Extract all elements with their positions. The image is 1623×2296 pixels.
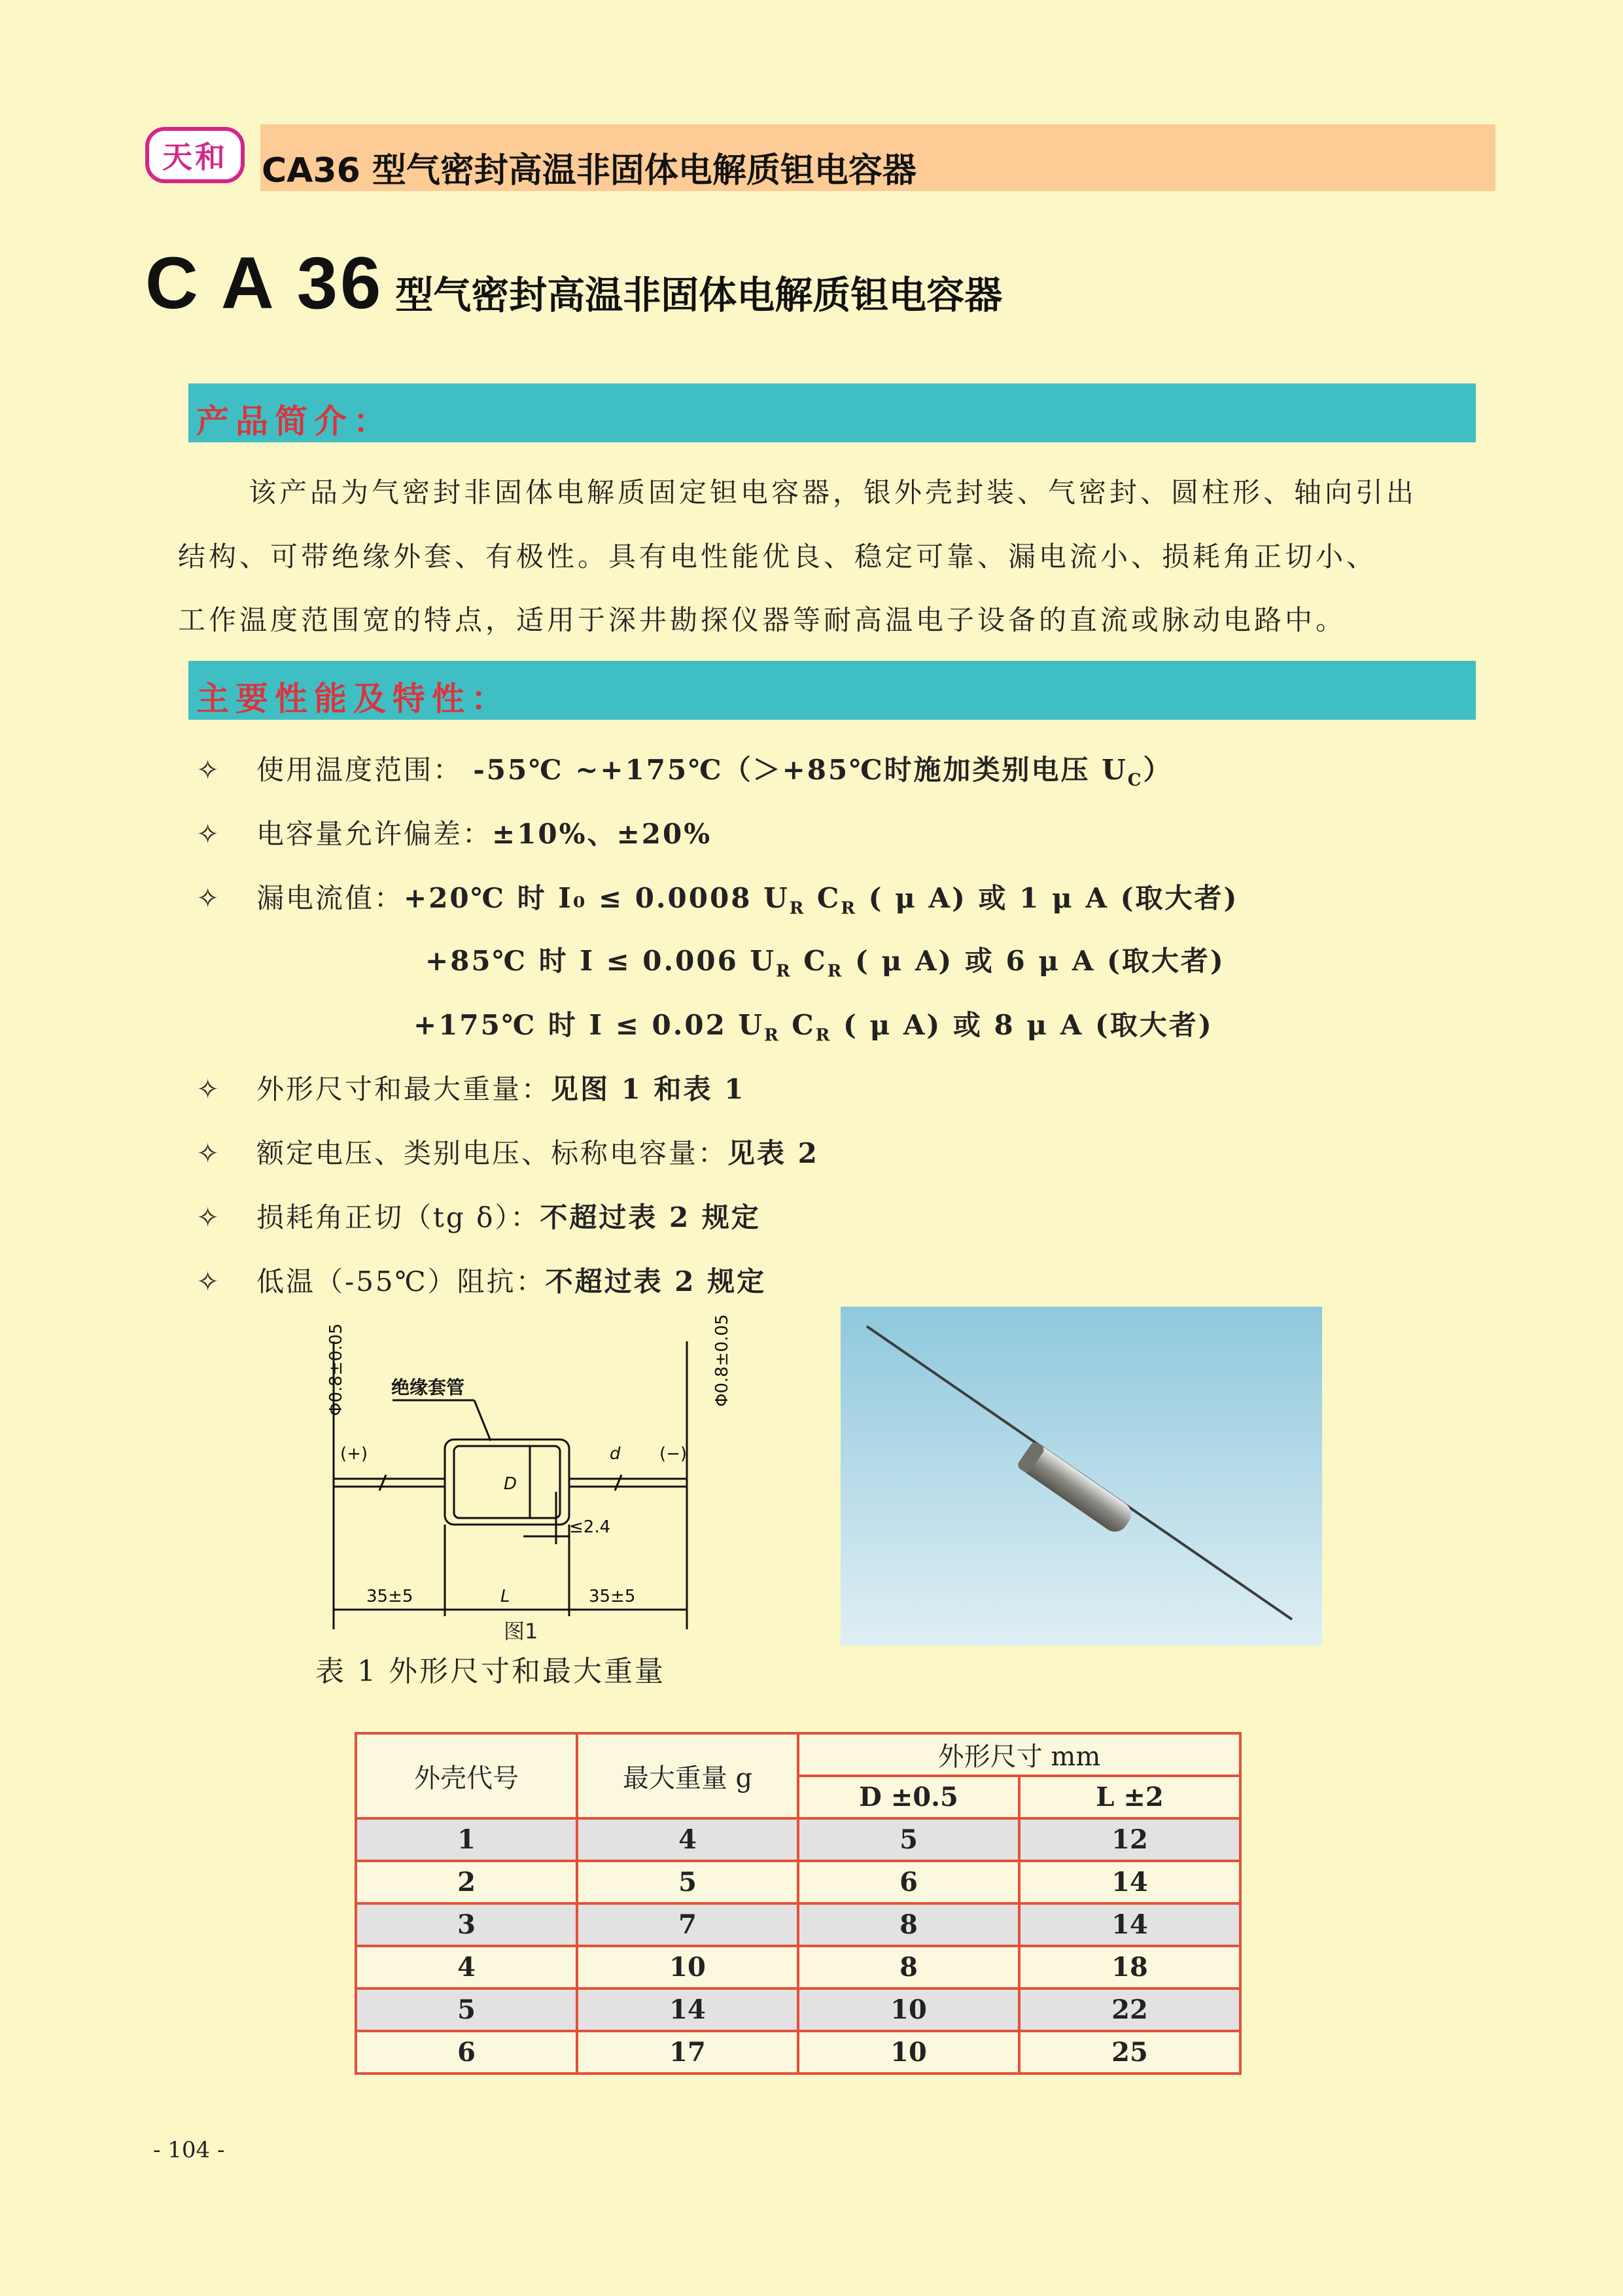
- feature-item: [196, 877, 1238, 918]
- intro-line-3: 工作温度范围宽的特点，适用于深井勘探仪器等耐高温电子设备的直流或脉动电路中。: [178, 604, 1347, 636]
- dimension-drawing: [307, 1314, 732, 1649]
- lead-length-left: 35±5: [366, 1587, 413, 1606]
- dimensions-table: [355, 1732, 1242, 2075]
- cell-L: 14: [1019, 1903, 1240, 1946]
- intro-line-1: 该产品为气密封非固体电解质固定钽电容器，银外壳封装、气密封、圆柱形、轴向引出: [249, 476, 1418, 508]
- bullet-icon: ✧: [196, 754, 222, 786]
- feature-item: [196, 1132, 819, 1171]
- leakage-tail: ( μ A) 或 8 μ A (取大者): [831, 1009, 1213, 1041]
- lead-dia-right: Φ0.8±0.05: [712, 1314, 732, 1407]
- cell-weight: 10: [577, 1946, 798, 1988]
- dim-d-body: D: [504, 1474, 517, 1494]
- cell-D: 10: [798, 2031, 1019, 2074]
- cell-case: 4: [356, 1946, 577, 1988]
- cell-L: 22: [1019, 1988, 1240, 2031]
- cell-weight: 4: [577, 1818, 798, 1861]
- feature-value: +20℃ 时 I₀ ≤ 0.0008 U: [404, 882, 790, 914]
- header-L: L ±2: [1019, 1776, 1240, 1818]
- cell-D: 10: [798, 1988, 1019, 2031]
- figure-caption: 图1: [504, 1619, 538, 1644]
- bullet-icon: ✧: [196, 1073, 222, 1105]
- table-row: [356, 1861, 1240, 1903]
- feature-value: 不超过表 2 规定: [545, 1265, 767, 1298]
- subscript: R: [776, 961, 792, 981]
- section-title-intro: 产品简介：: [196, 402, 393, 440]
- leakage-pre: +175℃ 时 I ≤ 0.02 U: [413, 1009, 765, 1041]
- cell-L: 18: [1019, 1946, 1240, 1988]
- table-row: [356, 2031, 1240, 2074]
- feature-item: [196, 813, 712, 852]
- feature-value: 不超过表 2 规定: [540, 1201, 761, 1233]
- leakage-tail: ( μ A) 或 6 μ A (取大者): [843, 945, 1225, 977]
- bullet-icon: ✧: [196, 1137, 222, 1169]
- brand-logo: [145, 127, 245, 183]
- header-dims: 外形尺寸 mm: [798, 1733, 1240, 1776]
- header-title: CA36 型气密封高温非固体电解质钽电容器: [262, 151, 916, 190]
- feature-label: 使用温度范围：: [256, 754, 463, 786]
- intro-line-2: 结构、可带绝缘外套、有极性。具有电性能优良、稳定可靠、漏电流小、损耗角正切小、: [178, 540, 1378, 573]
- cell-L: 25: [1019, 2031, 1240, 2074]
- leakage-mid: C: [780, 1009, 816, 1041]
- cell-D: 8: [798, 1946, 1019, 1988]
- product-photo: [841, 1307, 1322, 1646]
- cell-D: 8: [798, 1903, 1019, 1946]
- bullet-icon: ✧: [196, 818, 222, 850]
- cell-weight: 17: [577, 2031, 798, 2074]
- header-case: 外壳代号: [356, 1733, 577, 1818]
- body-length-label: L: [500, 1587, 510, 1606]
- cell-D: 6: [798, 1861, 1019, 1903]
- lead-length-right: 35±5: [589, 1587, 636, 1606]
- feature-label: 外形尺寸和最大重量：: [256, 1073, 551, 1105]
- feature-label: 漏电流值：: [256, 882, 404, 914]
- leakage-line-175: [413, 1004, 1213, 1045]
- cell-L: 14: [1019, 1861, 1240, 1903]
- page-number: - 104 -: [153, 2137, 225, 2163]
- cell-weight: 14: [577, 1988, 798, 2031]
- feature-mid: C: [805, 882, 841, 914]
- subscript: R: [827, 961, 844, 981]
- leakage-pre: +85℃ 时 I ≤ 0.006 U: [425, 945, 777, 977]
- table-caption: 表 1 外形尺寸和最大重量: [315, 1655, 665, 1688]
- subscript: R: [841, 898, 857, 919]
- model-number: C A 36: [145, 242, 384, 324]
- dim-d-lead: d: [610, 1444, 621, 1464]
- minus-label: (−): [659, 1444, 688, 1464]
- feature-value: 见图 1 和表 1: [551, 1073, 746, 1105]
- gap-label: ≤2.4: [569, 1517, 611, 1537]
- subscript: R: [789, 898, 806, 919]
- header-D: D ±0.5: [798, 1776, 1019, 1818]
- leakage-line-85: [425, 940, 1225, 981]
- table-row: [356, 1903, 1240, 1946]
- table-row: [356, 1988, 1240, 2031]
- section-title-features: 主要性能及特性：: [196, 679, 510, 718]
- cell-D: 5: [798, 1818, 1019, 1861]
- leakage-mid: C: [792, 945, 828, 977]
- cell-case: 1: [356, 1818, 577, 1861]
- feature-value: -55℃ ~+175℃（＞+85℃时施加类别电压 U: [473, 754, 1128, 786]
- product-name: 型气密封高温非固体电解质钽电容器: [395, 273, 1003, 317]
- feature-item: [196, 1068, 745, 1107]
- bullet-icon: ✧: [196, 1265, 222, 1298]
- feature-tail: ( μ A) 或 1 μ A (取大者): [856, 882, 1239, 914]
- cell-case: 5: [356, 1988, 577, 2031]
- subscript: C: [1127, 770, 1143, 790]
- table-row: [356, 1946, 1240, 1988]
- plus-label: (+): [340, 1444, 368, 1464]
- sleeve-label: 绝缘套管: [391, 1377, 465, 1398]
- feature-label: 额定电压、类别电压、标称电容量：: [256, 1137, 728, 1169]
- feature-tail: ）: [1143, 754, 1173, 786]
- cell-case: 6: [356, 2031, 577, 2074]
- cell-weight: 7: [577, 1903, 798, 1946]
- cell-case: 2: [356, 1861, 577, 1903]
- page-title: [145, 241, 1002, 325]
- header-weight: 最大重量 g: [577, 1733, 798, 1818]
- feature-label: 电容量允许偏差：: [256, 818, 493, 850]
- cell-weight: 5: [577, 1861, 798, 1903]
- table-row: [356, 1818, 1240, 1861]
- feature-value: ±10%、±20%: [492, 818, 712, 850]
- subscript: R: [764, 1025, 780, 1046]
- bullet-icon: ✧: [196, 1201, 222, 1233]
- feature-item: [196, 749, 1173, 790]
- cell-case: 3: [356, 1903, 577, 1946]
- logo-text: 天和: [162, 139, 228, 175]
- feature-item: [196, 1196, 761, 1235]
- feature-label: 损耗角正切（tg δ）：: [256, 1201, 540, 1233]
- lead-dia-left: Φ0.8±0.05: [326, 1323, 346, 1416]
- bullet-icon: ✧: [196, 882, 222, 914]
- feature-value: 见表 2: [727, 1137, 819, 1169]
- feature-item: [196, 1260, 766, 1299]
- feature-label: 低温（-55℃）阻抗：: [256, 1265, 546, 1298]
- cell-L: 12: [1019, 1818, 1240, 1861]
- subscript: R: [815, 1025, 832, 1046]
